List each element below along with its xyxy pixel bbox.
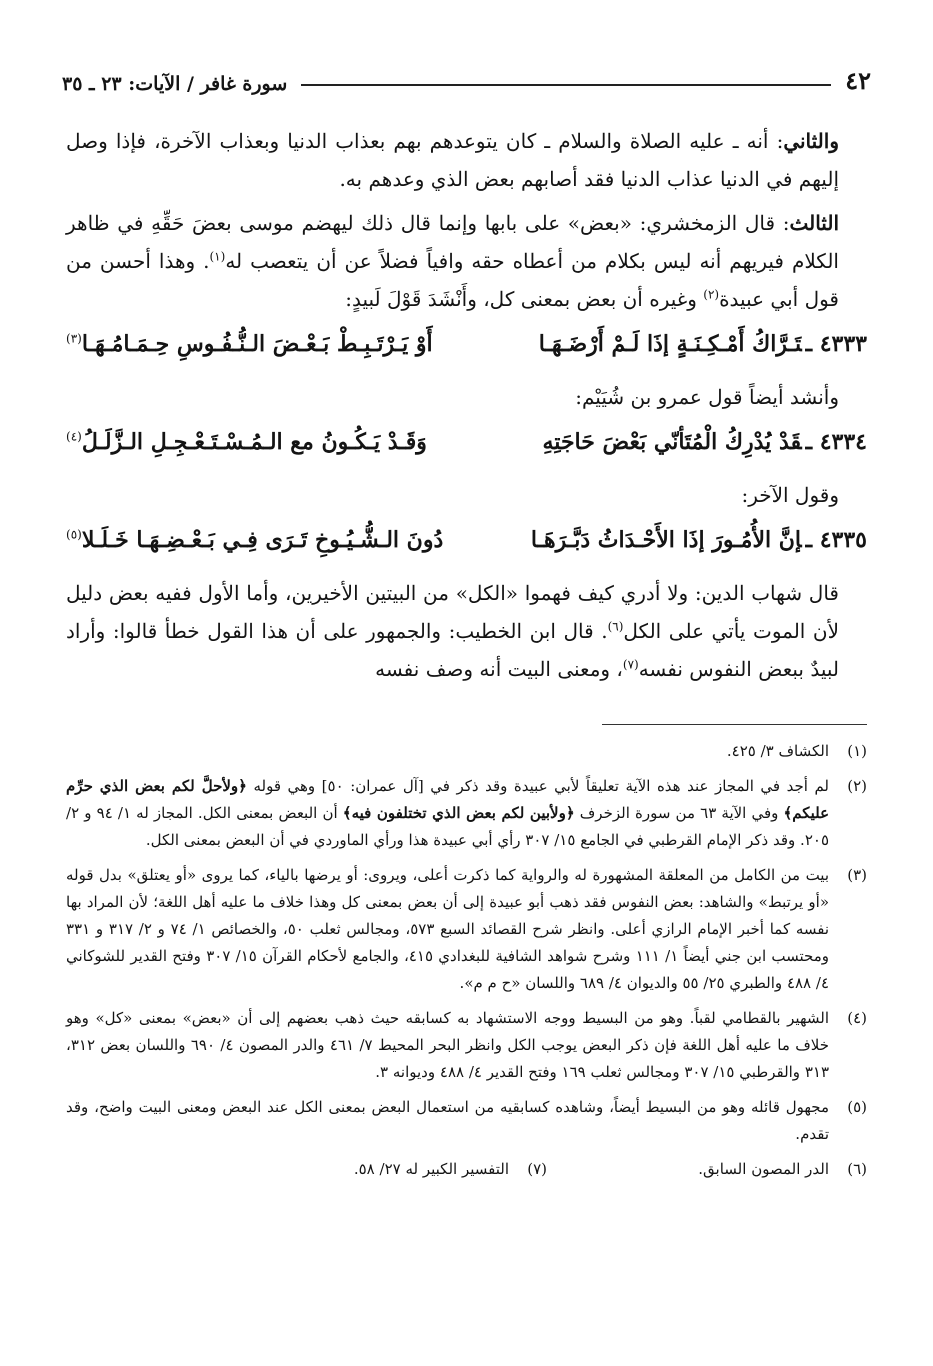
point-label: والثاني	[783, 129, 839, 153]
verse-number: ٤٣٣٤ ـ	[805, 429, 867, 455]
quran-quote: ﴿ولأحلَّ لكم بعض الذي حرِّم عليكم﴾	[66, 777, 830, 822]
footnotes	[66, 738, 867, 1183]
footnote-item	[354, 1156, 547, 1183]
running-title: سورة غافر / الآيات: ٢٣ ـ ٣٥	[62, 73, 288, 95]
footnote-text-part: لم أجد في المجاز عند هذه الآية تعليقاً لأبي عبيدة وقد ذكر في [آل عمران: ٥٠] وهي قوله	[246, 777, 829, 795]
paragraph-text: : أنه ـ عليه الصلاة والسلام ـ كان يتوعدهم بهم بعذاب الدنيا وبعذاب الآخرة، فإذا وصل إليهم في الدنيا عذاب الدنيا فقد أصابهم بعض الذي وعدهم به.	[66, 129, 839, 191]
verse-number: ٤٣٣٥ ـ	[805, 527, 867, 553]
paragraph-text: . وهذا أحسن من قول أبي عبيدة	[66, 249, 839, 311]
footnote-number: (٧)	[527, 1160, 547, 1178]
footnote-ref: (٧)	[622, 657, 639, 672]
poetry-verse	[66, 324, 867, 364]
paragraph-third-view	[66, 204, 867, 318]
paragraph-text: وقول الآخر:	[741, 483, 839, 507]
footnote-text: بيت من الكامل من المعلقة المشهورة له والرواية كما ذكرت أعلى، ويروى: أو يرضها بالياء، كما يروى «أو يعتلق» بدل قوله «أو يرتبط» والشاهد: بعض النفوس فقد ذهب أبو عبيدة إلى أن بعض بمعنى كل وهذا خلاف ما عليه أهل اللغة؛ لأن المراد بها نفسه كما أخبر الإمام الرازي أعلى. وانظر شرح القصائد السبع ٥٧٣، ومجالس ثعلب ٥٠، والخصائص ١/ ٧٤ و ٢/ ٣١٧ و ٣٣١ ومحتسب ابن جني أيضاً ١/ ١١١ وشرح شواهد الشافية للبغدادي ٤١٥، والجامع لأحكام القرآن ١٥/ ٣٠٧ وفتح القدير للشوكاني ٤/ ٤٨٨ والطبري ٢٥/ ٥٥ والديوان ٤/ ٦٨٩ واللسان «ح م م».	[66, 866, 830, 992]
page-header	[62, 55, 871, 95]
paragraph-text: ، ومعنى البيت أنه وصف نفسه	[375, 657, 623, 681]
paragraph-text: وغيره أن بعض بمعنى كل، وأَنْشَدَ قَوْلَ لَبيدٍ:	[345, 287, 704, 311]
footnote-separator	[602, 724, 867, 725]
footnote-ref: (٢)	[703, 287, 720, 302]
paragraph-text: قال شهاب الدين: ولا أدري كيف فهموا «الكل» من البيتين الأخيرين، وأما الأول ففيه بعض دليل لأن الموت يأتي على الكل	[66, 581, 840, 643]
point-label: الثالث	[789, 211, 839, 235]
footnote-number: (٥)	[847, 1098, 867, 1116]
main-text	[66, 122, 867, 694]
page-number: ٤٢	[845, 66, 871, 95]
footnote-item	[547, 1156, 867, 1183]
footnote-text-part: أن البعض بمعنى الكل. المجاز له ١/ ٩٤ و ٢/ ٢٠٥. وقد ذكر الإمام القرطبي في الجامع ١٥/ ٣٠٧ رأي أبي عبيدة هذا ورأي الماوردي في أن البعض بمعنى الكل.	[66, 804, 829, 849]
quran-quote: ﴿ولأبين لكم بعض الذي تختلفون فيه﴾	[342, 804, 575, 822]
verse-second-hemistich: وَقَـدْ يَـكُـونُ مع الـمُـسْـتَـعْـجِـلِ الـزَّلَـلُ	[81, 429, 427, 455]
footnote-ref: (٣)	[66, 331, 82, 346]
poetry-verse	[66, 422, 867, 462]
footnote-text: الكشاف ٣/ ٤٢٥.	[726, 742, 829, 760]
verse-second-hemistich: أَوْ يَـرْتَـبِـطْ بَـعْـضَ الـنُّـفُـوسِ حِـمَـامُـهَـا	[81, 331, 433, 357]
footnote-ref: (١)	[209, 249, 226, 264]
footnote-ref: (٥)	[66, 527, 82, 542]
footnote-text: التفسير الكبير له ٢٧/ ٥٨.	[353, 1160, 509, 1178]
footnote-number: (٤)	[847, 1009, 867, 1027]
verse-number: ٤٣٣٣ ـ	[805, 331, 867, 357]
poetry-verse	[66, 520, 867, 560]
paragraph-second-view	[66, 122, 867, 198]
verse-first-hemistich: تَـرَّاكُ أَمْـكِـنَـةٍ إذَا لَـمْ أَرْضَـهَـا	[538, 331, 802, 357]
verse-second-hemistich: دُونَ الـشُّـيُـوخِ تَـرَى فِـي بَـعْـضِـهَـا خَـلَـلا	[81, 527, 444, 553]
footnote-item	[66, 1005, 867, 1086]
footnote-item	[66, 773, 867, 854]
footnote-text: الشهير بالقطامي لقباً. وهو من البسيط ووجه الاستشهاد به كسابقه حيث ذهب بعضهم إلى أن «بعض» بمعنى «كل» وهو خلاف ما عليه أهل اللغة فإن ذكر البعض يوجب الكل وانظر البحر المحيط ٧/ ٤٦١ والدر المصون ٤/ ٦٩٠ واللسان بعض ٣١٢، ٣١٣ والقرطبي ١٥/ ٣٠٧ ومجالس ثعلب ١٦٩ وفتح القدير ٤/ ٤٨٨ وديوانه ٣.	[66, 1009, 829, 1081]
verse-first-hemistich: إنَّ الأُمُـورَ إذَا الأَحْـدَاثُ دَبَّـرَهَـا	[530, 527, 802, 553]
verse-first-hemistich: قَدْ يُدْرِكُ الْمُتَأنّي بَعْضَ حَاجَتِهِ	[542, 429, 802, 455]
footnote-text-part: وفي الآية ٦٣ من سورة الزخرف	[574, 804, 784, 822]
footnote-number: (١)	[847, 742, 867, 760]
footnote-number: (٢)	[847, 777, 867, 795]
footnote-item	[66, 1094, 867, 1148]
paragraph-commentary	[66, 574, 867, 688]
footnote-ref: (٦)	[607, 619, 624, 634]
paragraph-text: : قال الزمخشري: «بعض» على بابها وإنما قال ذلك ليهضم موسى بعضَ حَقِّهِ في ظاهر الكلام فيريهم أنه ليس بكلام من أعطاه حقه وافياً فضلاً عن أن يتعصب له	[66, 211, 839, 273]
paragraph-text: . قال ابن الخطيب: والجمهور على أن هذا القول خطأ قالوا: وأراد لبيدٌ ببعض النفوس نفسه	[66, 619, 839, 681]
footnote-number: (٣)	[847, 866, 867, 884]
paragraph-text: وأنشد أيضاً قول عمرو بن شُيَيْم:	[575, 385, 839, 409]
footnote-ref: (٤)	[66, 429, 82, 444]
footnote-item	[66, 862, 867, 997]
header-rule	[301, 84, 831, 86]
footnote-text: الدر المصون السابق.	[698, 1160, 829, 1178]
footnote-number: (٦)	[847, 1160, 867, 1178]
footnote-row	[66, 1156, 867, 1183]
footnote-text	[66, 773, 829, 854]
footnote-item	[66, 738, 867, 765]
footnote-text: مجهول قائله وهو من البسيط أيضاً، وشاهده كسابقيه من استعمال البعض بمعنى الكل عند البعض ومعنى البيت واضح، وقد تقدم.	[66, 1098, 829, 1143]
